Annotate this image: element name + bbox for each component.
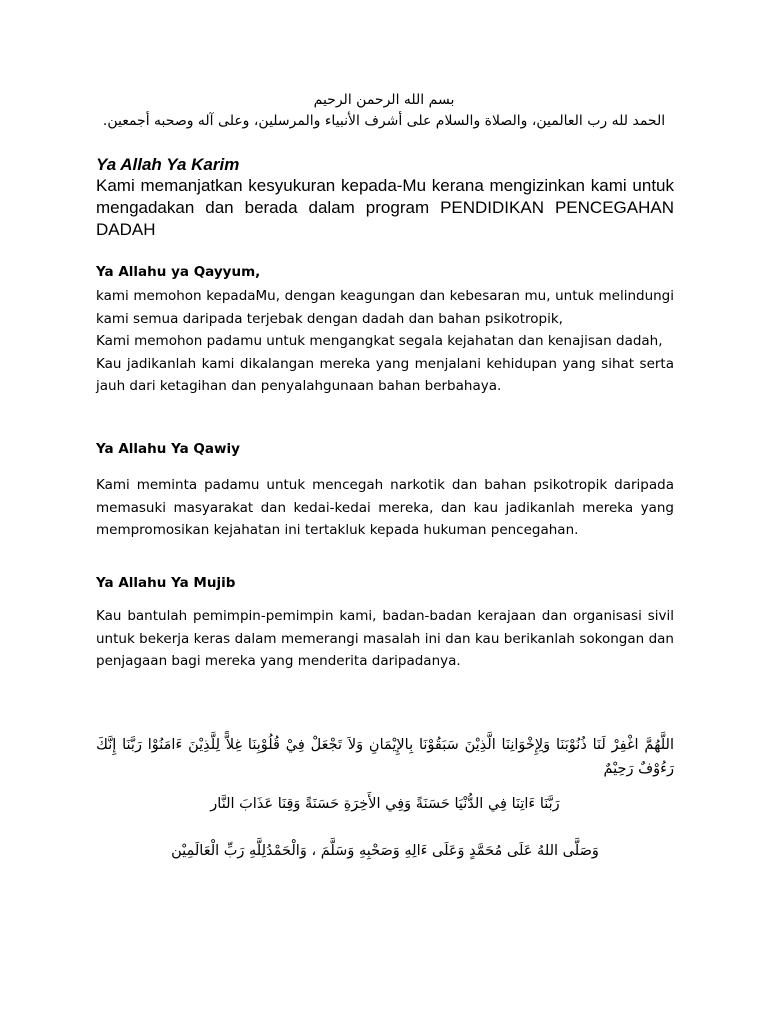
section-body-mujib [96, 605, 674, 673]
section-heading-qayyum: Ya Allahu ya Qayyum, [96, 264, 261, 280]
closing-doa-line-1: اللَّهُمَّ اغْفِرْ لَنَا ذُنُوْبَنَا وَلِإِخْوَانِنَا الَّذِيْنَ سَبَقُوْنَا بِالإِيْمَانِ وَلاَ تَجْعَلْ فِيْ قُلُوْبِنَا غِلاًّ لِلَّذِيْنَ ءَامَنُوْا رَبَّنَا إِنَّكَ رَءُوْفٌ رَحِيْمٌ [96, 737, 674, 777]
closing-doa-line-2: رَبَّنَا ءَاتِنَا فِي الدُّنْيَا حَسَنَةً وَفِي الأَخِرَةِ حَسَنَةً وَقِنَا عَذَابَ النَّار [210, 796, 560, 812]
paragraph-line: Kau jadikanlah kami dikalangan mereka yang menjalani kehidupan yang sihat serta jauh dari ketagihan dan penyalahgunaan bahan berbahaya. [96, 355, 674, 394]
section-heading-mujib: Ya Allahu Ya Mujib [96, 575, 236, 591]
intro-body: Kami memanjatkan kesyukuran kepada-Mu kerana mengizinkan kami untuk mengadakan dan berada dalam program PENDIDIKAN PENCEGAHAN DADAH [96, 176, 674, 239]
paragraph-line: Kau bantulah pemimpin-pemimpin kami, badan-badan kerajaan dan organisasi sivil untuk bekerja keras dalam memerangi masalah ini dan kau berikanlah sokongan dan penjagaan bagi mereka yang menderita daripadanya. [96, 608, 674, 669]
hamdalah: الحمد لله رب العالمين، والصلاة والسلام على أشرف الأنبياء والمرسلين، وعلى آله وصحبه أجمعين. [102, 113, 666, 129]
section-body-qawiy [96, 474, 674, 542]
paragraph-line: Kami meminta padamu untuk mencegah narkotik dan bahan psikotropik daripada memasuki masyarakat dan kedai-kedai mereka, dan kau jadikanlah mereka yang mempromosikan kejahatan ini tertakluk kepada hukuman pencegahan. [96, 477, 674, 538]
paragraph-line: Kami memohon padamu untuk mengangkat segala kejahatan dan kenajisan dadah, [96, 333, 663, 349]
basmalah: بسم الله الرحمن الرحيم [313, 92, 455, 108]
section-heading-qawiy: Ya Allahu Ya Qawiy [96, 441, 240, 457]
intro-section [96, 155, 674, 241]
paragraph-line: kami memohon kepadaMu, dengan keagungan dan kebesaran mu, untuk melindungi kami semua daripada terjebak dengan dadah dan bahan psikotropik, [96, 288, 674, 327]
section-body-qayyum [96, 285, 674, 398]
closing-doa-line-3: وَصَلَّى اللهُ عَلَى مُحَمَّدٍ وَعَلَى ءَالِهِ وَصَحْبِهِ وَسَلَّمَ ، وَالْحَمْدُلِلَّهِ رَبِّ الْعَالَمِيْن [171, 843, 599, 859]
intro-title: Ya Allah Ya Karim [96, 155, 240, 174]
